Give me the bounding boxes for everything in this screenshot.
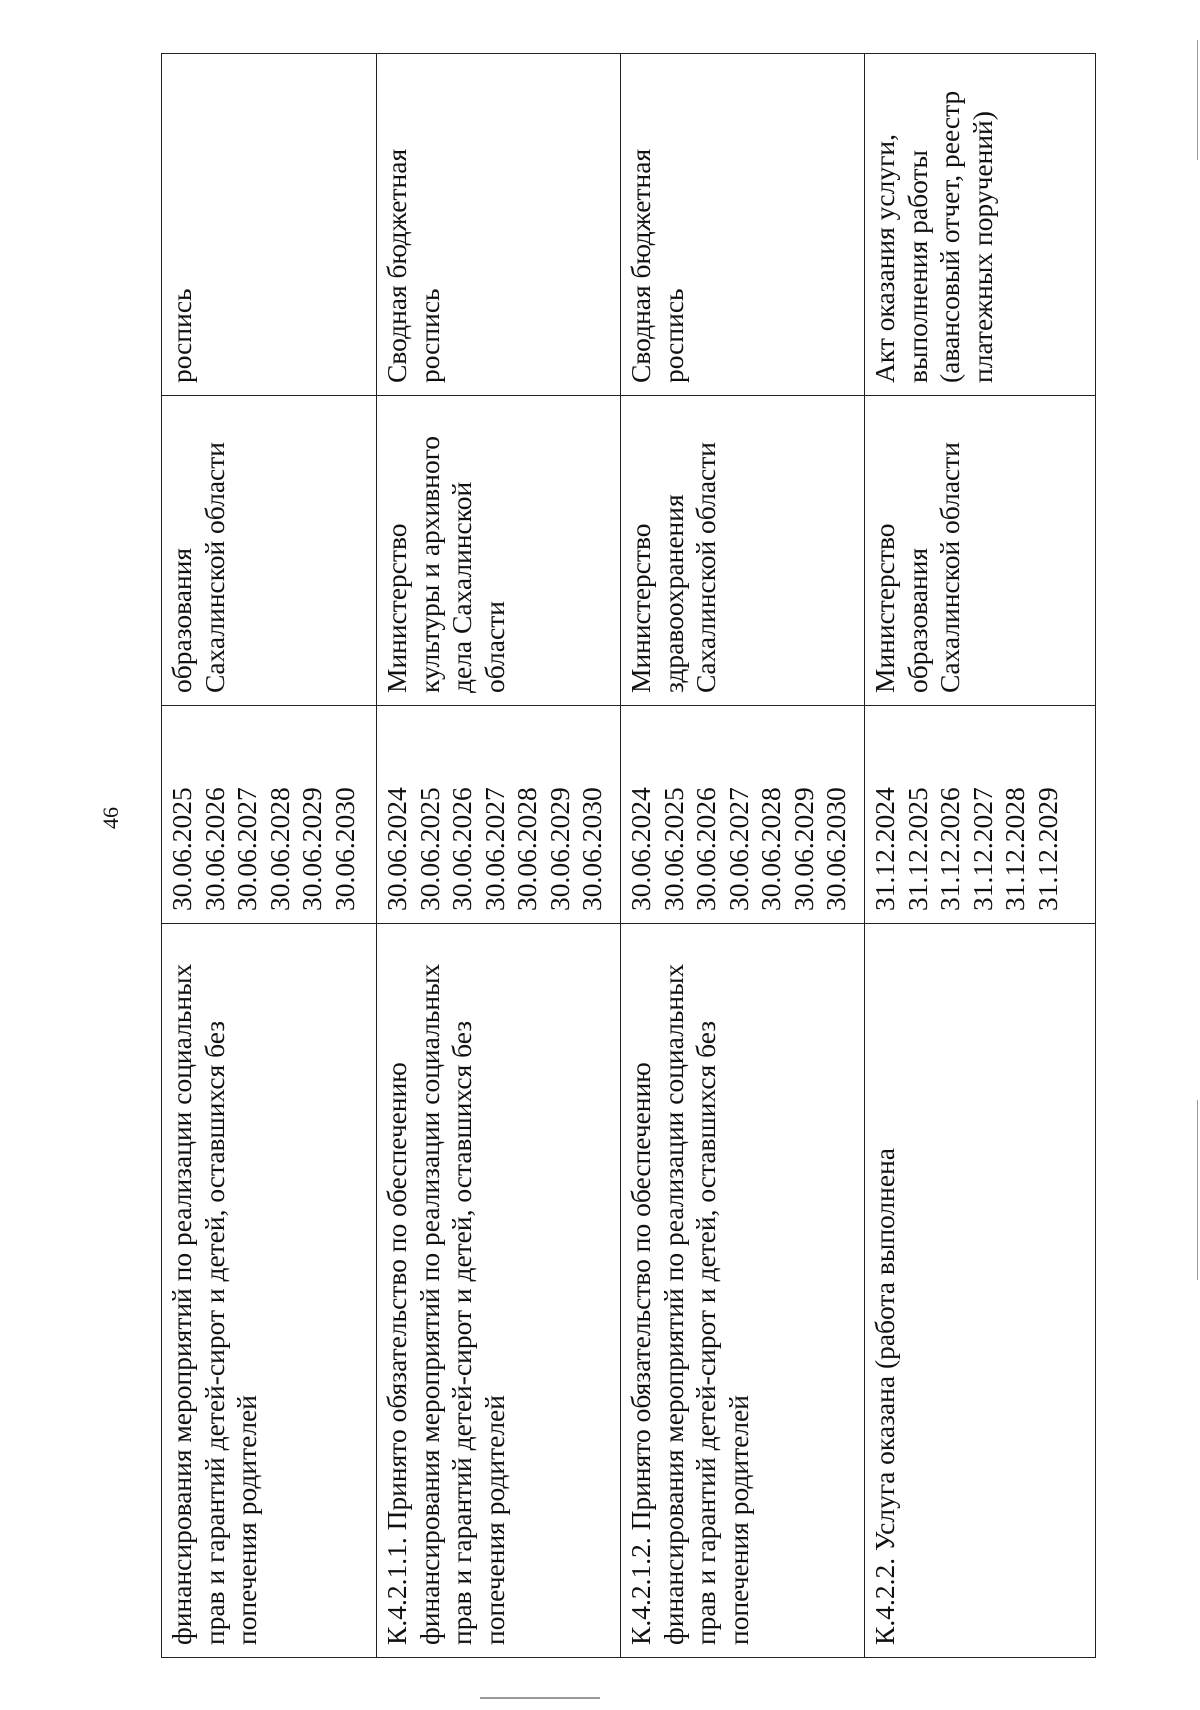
scan-artifact [1197,40,1198,160]
table-row [865,54,1096,1658]
date-entry: 30.06.2025 [166,787,197,911]
description-line: прав и гарантий детей-сирот и детей, оставшихся без [690,1020,721,1645]
responsible-line: дела Сахалинской [446,481,477,693]
description-line: К.4.2.1.2. Принято обязательство по обеспечению [625,1062,656,1645]
description-line: прав и гарантий детей-сирот и детей, оставшихся без [446,1020,477,1645]
date-entry: 31.12.2025 [901,787,933,911]
document-line: (авансовый отчет, реестр [934,90,965,383]
description-cell [621,924,865,1658]
document-cell [621,54,865,396]
document-line: роспись [657,288,689,383]
measures-table [161,53,1096,1658]
description-line: финансирования мероприятий по реализации социальных [413,963,445,1645]
scan-artifact [480,1697,600,1699]
responsible-line: Сахалинской области [934,442,965,693]
dates-cell [865,706,1096,924]
dates-cell [162,706,377,924]
date-entry: 30.06.2030 [576,787,607,911]
responsible-line: здравоохранения [657,494,689,693]
responsible-cell [621,396,865,706]
document-line: роспись [413,288,445,383]
description-cell [377,924,621,1658]
date-entry: 30.06.2029 [543,787,575,911]
document-line: выполнения работы [901,150,933,383]
description-line: финансирования мероприятий по реализации социальных [166,963,197,1645]
responsible-line: образования [901,547,933,693]
description-line: прав и гарантий детей-сирот и детей, оставшихся без [198,1020,230,1645]
date-entry: 30.06.2027 [478,787,510,911]
date-entry: 30.06.2027 [722,787,754,911]
date-entry: 30.06.2026 [690,787,721,911]
date-entry: 30.06.2025 [413,787,445,911]
date-entry: 30.06.2029 [296,787,327,911]
date-entry: 30.06.2030 [328,787,360,911]
responsible-line: Министерство [869,523,900,693]
table-row [162,54,377,1658]
date-entry: 30.06.2024 [381,787,412,911]
date-entry: 30.06.2027 [231,787,262,911]
description-cell [865,924,1096,1658]
date-entry: 30.06.2026 [446,787,477,911]
description-line: финансирования мероприятий по реализации социальных [657,963,689,1645]
document-line: платежных поручений) [966,111,998,383]
description-line: попечения родителей [722,1395,754,1645]
responsible-line: Министерство [625,523,656,693]
date-entry: 31.12.2028 [999,787,1030,911]
table-row [377,54,621,1658]
responsible-line: образования [166,547,197,693]
document-line: Сводная бюджетная [625,148,656,383]
responsible-line: области [478,601,510,693]
date-entry: 30.06.2028 [263,787,295,911]
description-line: К.4.2.2. Услуга оказана (работа выполнена [869,1147,900,1645]
document-line: Сводная бюджетная [381,148,412,383]
date-entry: 30.06.2028 [755,787,786,911]
scan-artifact [1197,1100,1198,1280]
date-entry: 30.06.2029 [787,787,819,911]
description-cell [162,924,377,1658]
table-row [621,54,865,1658]
responsible-cell [377,396,621,706]
rotated-page-content [161,54,1095,1658]
date-entry: 30.06.2030 [820,787,851,911]
date-entry: 30.06.2026 [198,787,230,911]
description-line: К.4.2.1.1. Принято обязательство по обеспечению [381,1062,412,1645]
date-entry: 30.06.2028 [511,787,542,911]
dates-cell [377,706,621,924]
responsible-line: Министерство [381,523,412,693]
date-entry: 30.06.2024 [625,787,656,911]
document-cell [162,54,377,396]
page-number: 46 [98,807,123,829]
date-entry: 31.12.2027 [966,787,998,911]
responsible-cell [865,396,1096,706]
responsible-line: Сахалинской области [198,442,230,693]
date-entry: 31.12.2026 [934,787,965,911]
document-cell [865,54,1096,396]
description-line: попечения родителей [231,1395,262,1645]
document-cell [377,54,621,396]
responsible-cell [162,396,377,706]
responsible-line: Сахалинской области [690,442,721,693]
date-entry: 31.12.2024 [869,787,900,911]
responsible-line: культуры и архивного [413,435,445,693]
document-line: Акт оказания услуги, [869,134,900,383]
date-entry: 30.06.2025 [657,787,689,911]
dates-cell [621,706,865,924]
document-line: роспись [166,288,197,383]
date-entry: 31.12.2029 [1031,787,1063,911]
description-line: попечения родителей [478,1395,510,1645]
